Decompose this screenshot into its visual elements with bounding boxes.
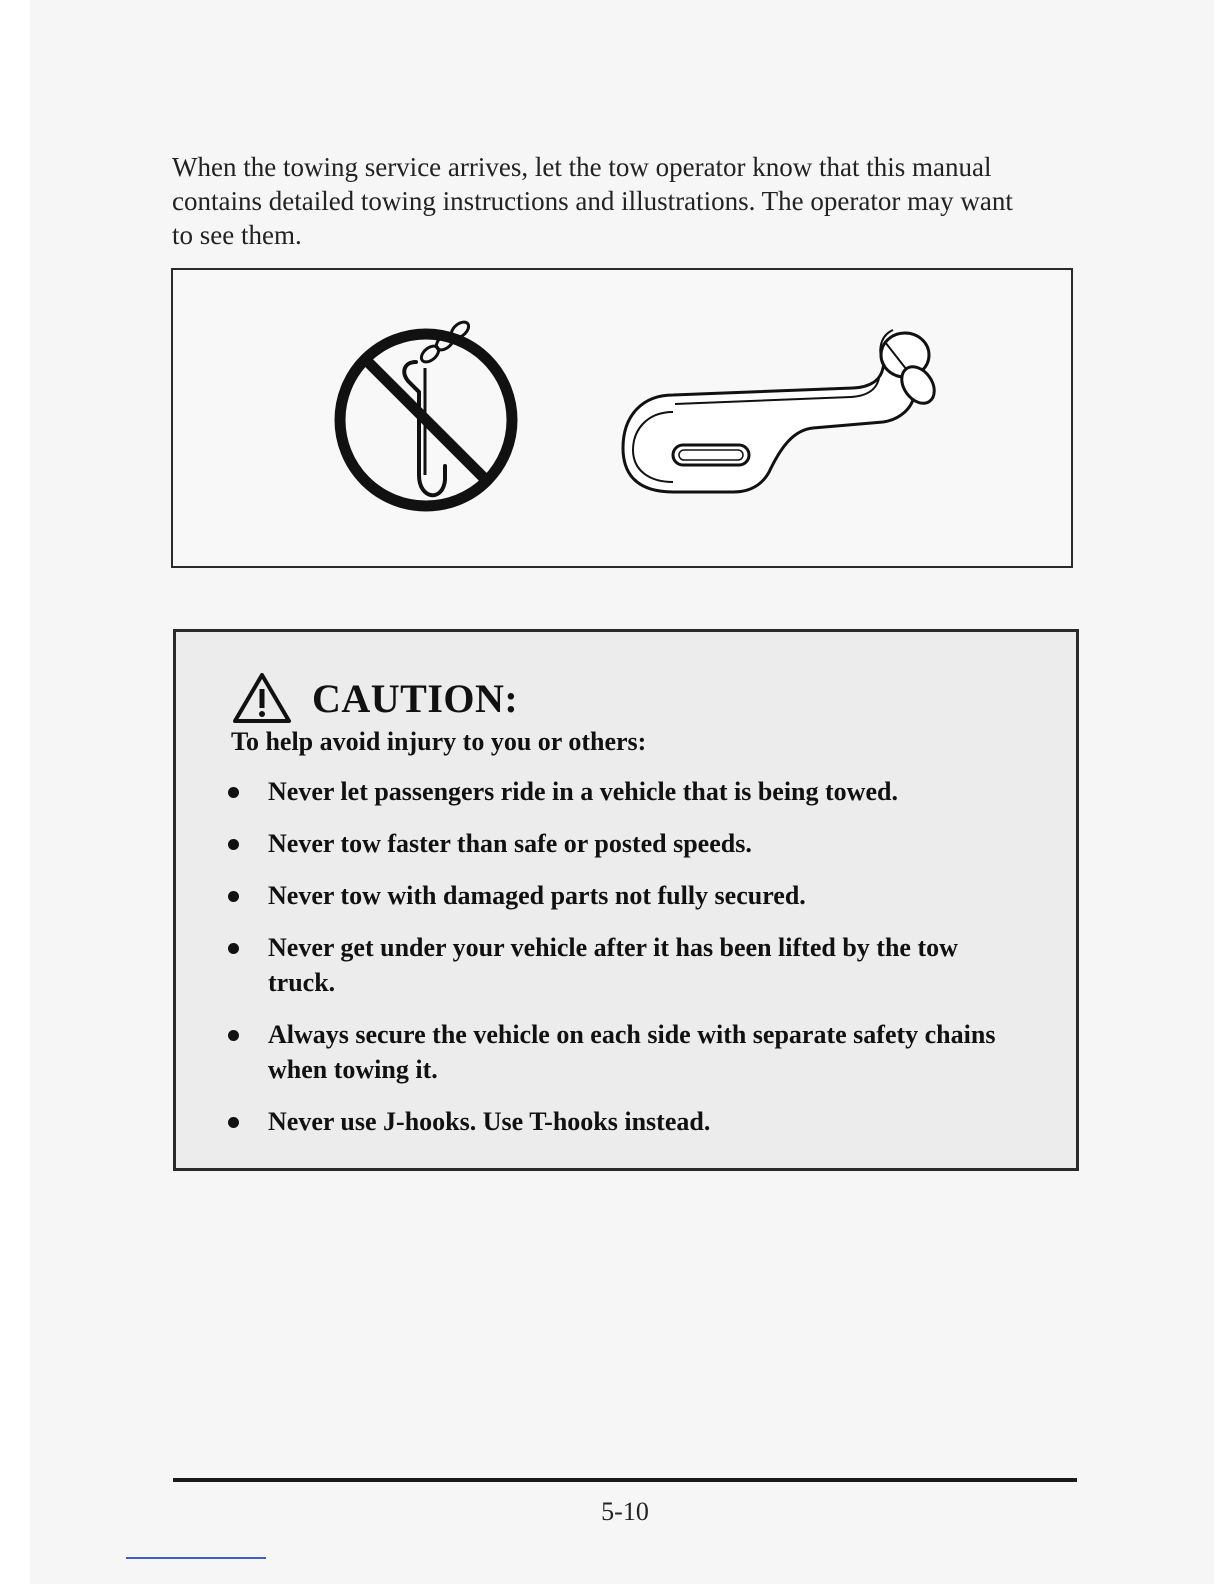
list-item-text: Always secure the vehicle on each side with separate safety chains when towing it. bbox=[268, 1020, 996, 1084]
prohibited-j-hook-icon bbox=[340, 319, 512, 506]
page-link-underline[interactable] bbox=[126, 1557, 266, 1559]
bullet-icon bbox=[228, 1117, 239, 1128]
footer-divider bbox=[173, 1478, 1077, 1482]
bullet-icon bbox=[228, 1030, 239, 1041]
hook-illustration-box bbox=[171, 268, 1073, 568]
caution-header bbox=[232, 668, 518, 728]
list-item bbox=[226, 826, 1026, 861]
bullet-icon bbox=[228, 839, 239, 850]
caution-box bbox=[173, 629, 1079, 1171]
warning-triangle-icon bbox=[232, 672, 292, 724]
bullet-icon bbox=[228, 943, 239, 954]
list-item bbox=[226, 878, 1026, 913]
list-item bbox=[226, 930, 1026, 1000]
list-item bbox=[226, 1017, 1026, 1087]
list-item-text: Never tow with damaged parts not fully secured. bbox=[268, 881, 806, 910]
list-item-text: Never use J-hooks. Use T-hooks instead. bbox=[268, 1107, 711, 1136]
caution-lead: To help avoid injury to you or others: bbox=[231, 727, 647, 756]
list-item-text: Never let passengers ride in a vehicle that is being towed. bbox=[268, 777, 898, 806]
caution-title: CAUTION: bbox=[312, 675, 519, 721]
list-item bbox=[226, 774, 1026, 809]
page-number: 5-10 bbox=[601, 1497, 649, 1526]
list-item-text: Never get under your vehicle after it has been lifted by the tow truck. bbox=[268, 933, 958, 997]
bullet-icon bbox=[228, 787, 239, 798]
hook-illustration bbox=[173, 270, 1071, 566]
t-hook-illustration-icon bbox=[623, 330, 941, 492]
caution-list bbox=[226, 774, 1026, 1156]
intro-paragraph: When the towing service arrives, let the tow operator know that this manual contains detailed towing instructions and illustrations. The operator may want to see them. bbox=[172, 152, 1013, 250]
bullet-icon bbox=[228, 891, 239, 902]
list-item bbox=[226, 1104, 1026, 1139]
list-item-text: Never tow faster than safe or posted speeds. bbox=[268, 829, 752, 858]
